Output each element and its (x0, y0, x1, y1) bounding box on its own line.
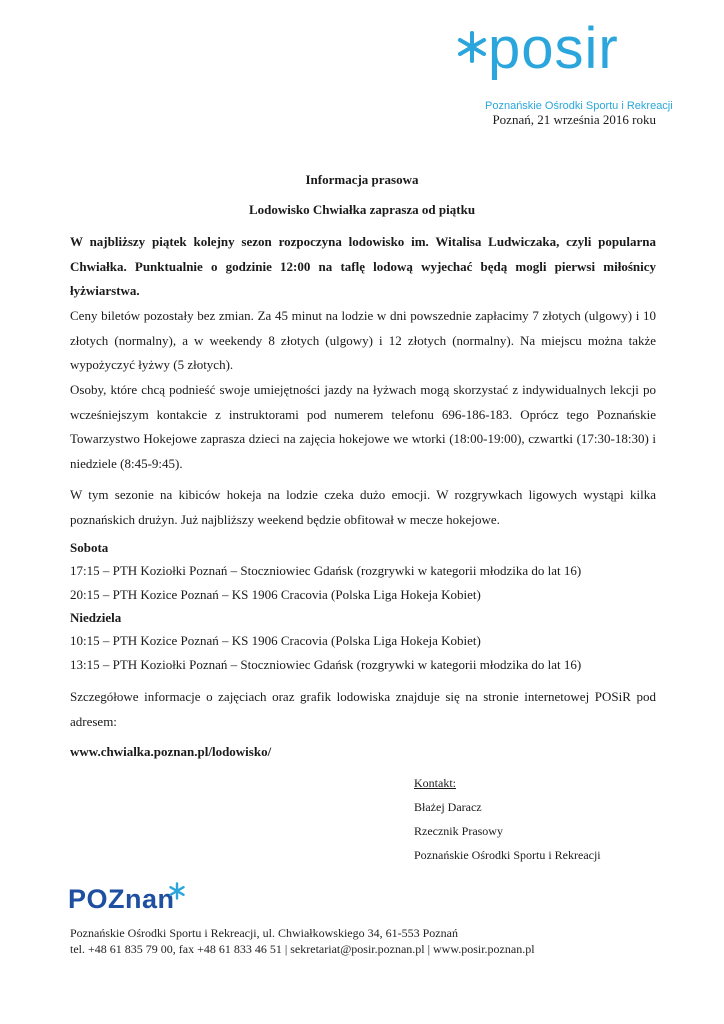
footer-address: Poznańskie Ośrodki Sportu i Rekreacji, ul. Chwiałkowskiego 34, 61-553 Poznań (70, 926, 458, 940)
contact-role: Rzecznik Prasowy (414, 824, 503, 838)
schedule-item: 20:15 – PTH Kozice Poznań – KS 1906 Cracovia (Polska Liga Hokeja Kobiet) (70, 587, 481, 602)
poznan-logo-word: POZnan (68, 884, 175, 914)
asterisk-icon (168, 882, 186, 900)
schedule-item: 17:15 – PTH Koziołki Poznań – Stoczniowiec Gdańsk (rozgrywki w kategorii młodzika do lat 16) (70, 563, 582, 578)
paragraph-details: Szczegółowe informacje o zajęciach oraz grafik lodowiska znajduje się na stronie internetowej POSiR pod adresem: (70, 689, 656, 729)
posir-logo (455, 16, 673, 112)
contact-name: Błażej Daracz (414, 800, 482, 814)
posir-logo-word: posir (488, 16, 619, 81)
footer-contact: tel. +48 61 835 79 00, fax +48 61 833 46 51 | sekretariat@posir.poznan.pl | www.posir.poznan.pl (70, 942, 535, 956)
paragraph-prices: Ceny biletów pozostały bez zmian. Za 45 minut na lodzie w dni powszednie zapłacimy 7 złotych (ulgowy) i 10 złotych (normalny), a w weekendy 8 złotych (ulgowy) i 12 złotych (normalny). Na miejscu można także wypożyczyć łyżwy (5 złotych). (70, 308, 656, 372)
contact-organization: Poznańskie Ośrodki Sportu i Rekreacji (414, 848, 601, 862)
lead-paragraph: W najbliższy piątek kolejny sezon rozpoczyna lodowisko im. Witalisa Ludwiczaka, czyli popularna Chwiałka. Punktualnie o godzinie 12:00 na taflę lodową wyjechać będą mogli pierwsi miłośnicy łyżwiarstwa. (70, 234, 656, 298)
paragraph-hockey: W tym sezonie na kibiców hokeja na lodzie czeka dużo emocji. W rozgrywkach ligowych wystąpi kilka poznańskich drużyn. Już najbliższy weekend będzie obfitował w mecze hokejowe. (70, 487, 656, 527)
paragraph-lessons: Osoby, które chcą podnieść swoje umiejętności jazdy na łyżwach mogą skorzystać z indywidualnych lekcji po wcześniejszym kontakcie z instruktorami pod numerem telefonu 696-186-183. Oprócz tego Poznańskie Towarzystwo Hokejowe zaprasza dzieci na zajęcia hokejowe we wtorki (18:00-19:00), czwartki (17:30-18:30) i niedziele (8:45-9:45). (70, 382, 656, 471)
website-link[interactable]: www.chwialka.poznan.pl/lodowisko/ (70, 744, 272, 759)
schedule-day-sunday: Niedziela (70, 610, 122, 625)
contact-heading: Kontakt: (414, 776, 456, 790)
document-date: Poznań, 21 września 2016 roku (492, 112, 656, 127)
schedule-item: 13:15 – PTH Koziołki Poznań – Stoczniowiec Gdańsk (rozgrywki w kategorii młodzika do lat 16) (70, 657, 582, 672)
asterisk-icon (455, 30, 489, 64)
document-title: Informacja prasowa (305, 172, 419, 187)
poznan-logo (68, 882, 198, 922)
schedule-day-saturday: Sobota (70, 540, 109, 555)
posir-logo-subtitle: Poznańskie Ośrodki Sportu i Rekreacji (485, 100, 673, 112)
document-subtitle: Lodowisko Chwiałka zaprasza od piątku (248, 202, 476, 217)
schedule-item: 10:15 – PTH Kozice Poznań – KS 1906 Cracovia (Polska Liga Hokeja Kobiet) (70, 633, 481, 648)
